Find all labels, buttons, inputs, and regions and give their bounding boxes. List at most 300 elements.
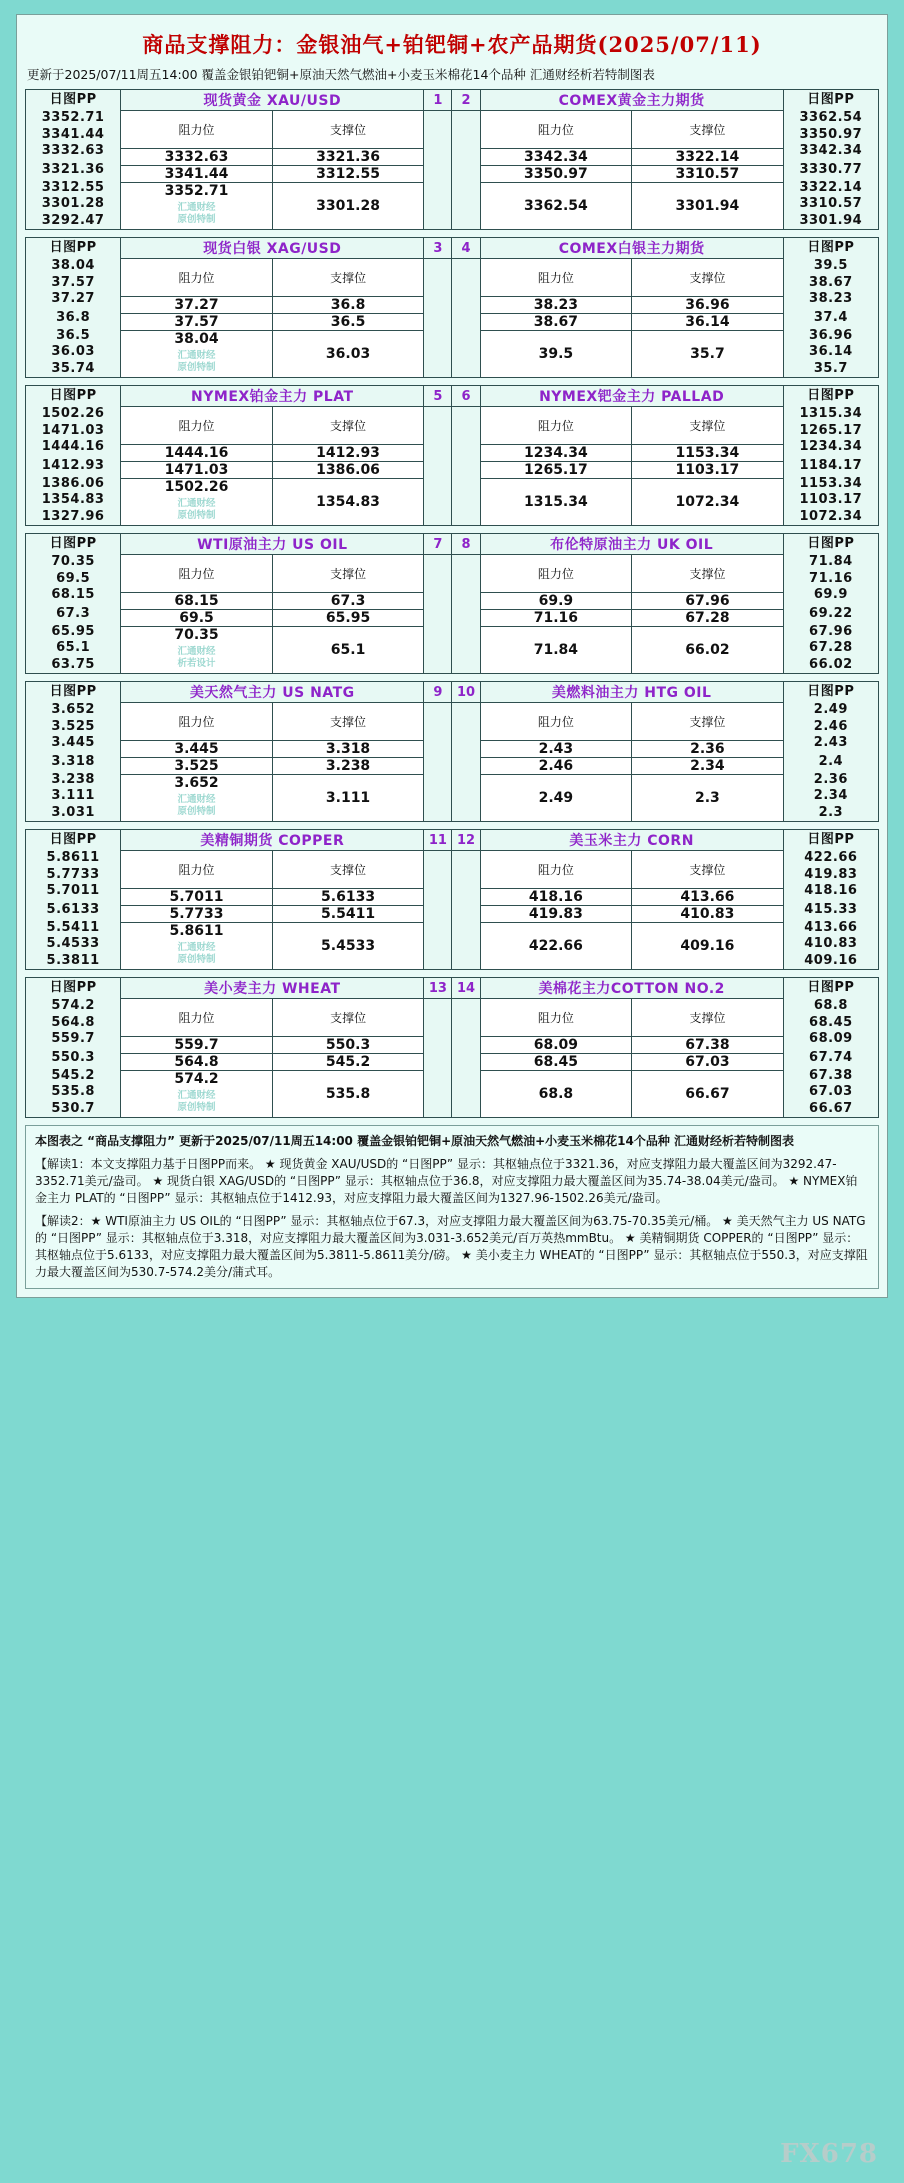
left-pp-level: 5.7011 [46, 883, 100, 898]
left-pp-level: 1444.16 [41, 439, 105, 454]
watermark-fx678: FX678 [780, 2139, 878, 2169]
right-support-value: 36.14 [632, 314, 784, 331]
mid-spacer-right [452, 259, 480, 378]
watermark-text: 汇通财经 原创特制 [121, 347, 272, 377]
right-resistance-value: 68.8 [480, 1071, 632, 1118]
right-pp-level: 2.3 [818, 804, 844, 820]
right-support-value: 1103.17 [632, 462, 784, 479]
left-pp-level: 1354.83 [41, 492, 105, 507]
right-pp-level: 36.14 [809, 344, 853, 359]
left-resistance-value: 574.2 汇通财经 原创特制 [121, 1071, 273, 1118]
right-pp-level: 67.38 [809, 1067, 853, 1083]
block-number-left: 5 [424, 386, 452, 407]
left-resistance-value: 1471.03 [121, 462, 273, 479]
block-number-right: 6 [452, 386, 480, 407]
right-pp-level: 3310.57 [799, 196, 863, 211]
left-support-header: 支撑位 [272, 555, 424, 593]
block-number-right: 12 [452, 830, 480, 851]
right-pp-level: 3322.14 [799, 179, 863, 195]
right-resistance-value: 71.16 [480, 610, 632, 627]
right-pp-level: 38.23 [809, 291, 853, 306]
left-resistance-value: 564.8 [121, 1054, 273, 1071]
mid-spacer-left [424, 999, 452, 1118]
left-pp-level: 3352.71 [41, 110, 105, 125]
left-instrument-name: 美精铜期货 COPPER [121, 830, 424, 851]
left-pp-level: 1386.06 [41, 475, 105, 491]
left-pp-level: 5.6133 [46, 901, 100, 917]
mid-spacer-left [424, 407, 452, 526]
right-pp-level: 68.09 [809, 1031, 853, 1046]
right-support-value: 67.96 [632, 593, 784, 610]
left-pp-level: 1502.26 [41, 406, 105, 421]
left-pp-level: 3292.47 [41, 212, 105, 228]
right-resistance-value: 69.9 [480, 593, 632, 610]
right-pp-header: 日图PP [807, 92, 855, 107]
right-pp-level: 39.5 [813, 258, 848, 273]
left-resistance-header: 阻力位 [121, 851, 273, 889]
right-pp-level: 2.36 [813, 771, 848, 787]
left-resistance-value: 1444.16 [121, 445, 273, 462]
left-resistance-value: 38.04 汇通财经 原创特制 [121, 331, 273, 378]
left-resistance-value: 5.8611 汇通财经 原创特制 [121, 923, 273, 970]
left-resistance-value: 3352.71 汇通财经 原创特制 [121, 183, 273, 230]
right-pp-level: 2.46 [813, 718, 848, 734]
instrument-block [25, 89, 879, 230]
left-pp-column [26, 90, 121, 230]
right-support-value: 1072.34 [632, 479, 784, 526]
instrument-block [25, 385, 879, 526]
right-pp-column [783, 534, 878, 674]
left-support-header: 支撑位 [272, 259, 424, 297]
left-pp-level: 5.5411 [46, 919, 100, 935]
right-pp-level: 1072.34 [799, 508, 863, 524]
left-support-value: 3.318 [272, 741, 424, 758]
left-pp-level: 68.15 [51, 587, 95, 602]
left-pp-level: 1327.96 [41, 508, 105, 524]
left-pp-level: 63.75 [51, 656, 95, 672]
right-support-header: 支撑位 [632, 259, 784, 297]
right-resistance-value: 2.49 [480, 775, 632, 822]
block-number-left: 7 [424, 534, 452, 555]
left-pp-level: 3341.44 [41, 126, 105, 142]
right-support-header: 支撑位 [632, 999, 784, 1037]
block-number-left: 3 [424, 238, 452, 259]
left-pp-level: 3312.55 [41, 179, 105, 195]
right-pp-level: 68.8 [813, 998, 848, 1013]
right-pp-level: 35.7 [813, 360, 848, 376]
instrument-block [25, 681, 879, 822]
right-pp-header: 日图PP [807, 536, 855, 551]
right-instrument-name: NYMEX钯金主力 PALLAD [480, 386, 783, 407]
block-number-left: 9 [424, 682, 452, 703]
left-pp-level: 1471.03 [41, 422, 105, 438]
left-pp-level: 550.3 [51, 1049, 95, 1065]
right-pp-level: 2.43 [813, 735, 848, 750]
mid-spacer-left [424, 851, 452, 970]
right-resistance-header: 阻力位 [480, 111, 632, 149]
right-resistance-header: 阻力位 [480, 999, 632, 1037]
right-resistance-value: 3362.54 [480, 183, 632, 230]
left-instrument-name: WTI原油主力 US OIL [121, 534, 424, 555]
page-subtitle: 更新于2025/07/11周五14:00 覆盖金银铂钯铜+原油天然气燃油+小麦玉米棉花14个品种 汇通财经析若特制图表 [27, 67, 655, 82]
right-pp-level: 71.84 [809, 554, 853, 569]
right-support-value: 2.3 [632, 775, 784, 822]
left-resistance-value: 1502.26 汇通财经 原创特制 [121, 479, 273, 526]
right-support-value: 413.66 [632, 889, 784, 906]
right-pp-level: 422.66 [804, 850, 858, 865]
left-instrument-name: 现货白银 XAG/USD [121, 238, 424, 259]
footer-note-1: 【解读1：本文支撑阻力基于日图PP而来。 ★ 现货黄金 XAU/USD的 “日图PP” 显示：其枢轴点位于3321.36，对应支撑阻力最大覆盖区间为3292.47-3352.71美元/盎司。 ★ 现货白银 XAG/USD的 “日图PP” 显示：其枢轴点位于36.8，对应支撑阻力最大覆盖区间为35.74-38.04美元/盎司。 ★ NYMEX铂金主力 PLAT的 “日图PP” 显示：其枢轴点位于1412.93，对应支撑阻力最大覆盖区间为1327.96-1502.26美元/盎司。 [35, 1157, 858, 1205]
right-pp-header: 日图PP [807, 240, 855, 255]
left-pp-level: 5.4533 [46, 936, 100, 951]
left-resistance-value: 70.35 汇通财经 析若设计 [121, 627, 273, 674]
right-pp-header: 日图PP [807, 684, 855, 699]
right-support-value: 67.38 [632, 1037, 784, 1054]
right-pp-column [783, 90, 878, 230]
left-pp-column [26, 238, 121, 378]
left-resistance-value: 3341.44 [121, 166, 273, 183]
left-pp-level: 574.2 [51, 998, 95, 1013]
instrument-block [25, 977, 879, 1118]
mid-spacer-right [452, 555, 480, 674]
left-resistance-value: 37.27 [121, 297, 273, 314]
mid-spacer-left [424, 111, 452, 230]
right-instrument-name: 美玉米主力 CORN [480, 830, 783, 851]
left-pp-header: 日图PP [49, 388, 97, 403]
right-pp-level: 1103.17 [799, 492, 863, 507]
right-pp-level: 3301.94 [799, 212, 863, 228]
right-pp-header: 日图PP [807, 832, 855, 847]
left-support-value: 5.5411 [272, 906, 424, 923]
watermark-text: 汇通财经 原创特制 [121, 199, 272, 229]
left-pp-header: 日图PP [49, 684, 97, 699]
right-pp-level: 3342.34 [799, 143, 863, 158]
right-resistance-value: 422.66 [480, 923, 632, 970]
right-instrument-name: 美燃料油主力 HTG OIL [480, 682, 783, 703]
left-resistance-value: 5.7011 [121, 889, 273, 906]
right-resistance-value: 3350.97 [480, 166, 632, 183]
block-number-left: 11 [424, 830, 452, 851]
block-number-left: 13 [424, 978, 452, 999]
left-pp-level: 3.525 [51, 718, 95, 734]
left-pp-level: 3.318 [51, 753, 95, 769]
right-instrument-name: 美棉花主力COTTON NO.2 [480, 978, 783, 999]
right-instrument-name: COMEX黄金主力期货 [480, 90, 783, 111]
left-pp-column [26, 978, 121, 1118]
mid-spacer-left [424, 259, 452, 378]
right-resistance-value: 2.43 [480, 741, 632, 758]
left-pp-level: 70.35 [51, 554, 95, 569]
left-pp-header: 日图PP [49, 536, 97, 551]
right-pp-level: 37.4 [813, 309, 848, 325]
mid-spacer-right [452, 407, 480, 526]
block-number-right: 14 [452, 978, 480, 999]
watermark-text: 汇通财经 原创特制 [121, 1087, 272, 1117]
right-support-value: 409.16 [632, 923, 784, 970]
left-pp-column [26, 386, 121, 526]
left-support-header: 支撑位 [272, 703, 424, 741]
right-pp-level: 67.28 [809, 640, 853, 655]
left-pp-level: 3.031 [51, 804, 95, 820]
right-resistance-value: 1315.34 [480, 479, 632, 526]
footer-note-2: 【解读2：★ WTI原油主力 US OIL的 “日图PP” 显示：其枢轴点位于67.3，对应支撑阻力最大覆盖区间为63.75-70.35美元/桶。 ★ 美天然气主力 US NATG的 “日图PP” 显示：其枢轴点位于3.318，对应支撑阻力最大覆盖区间为3.031-3.652美元/百万英热mmBtu。 ★ 美精铜期货 COPPER的 “日图PP” 显示：其枢轴点位于5.6133，对应支撑阻力最大覆盖区间为5.3811-5.8611美分/磅。 ★ 美小麦主力 WHEAT的 “日图PP” 显示：其枢轴点位于550.3，对应支撑阻力最大覆盖区间为530.7-574.2美分/蒲式耳。 [35, 1214, 868, 1279]
page-title: 商品支撑阻力：金银油气+铂钯铜+农产品期货(2025/07/11) [142, 32, 762, 57]
right-pp-column [783, 682, 878, 822]
right-resistance-value: 38.67 [480, 314, 632, 331]
right-pp-level: 2.49 [813, 702, 848, 717]
right-resistance-header: 阻力位 [480, 259, 632, 297]
left-pp-level: 36.03 [51, 344, 95, 359]
left-instrument-name: 现货黄金 XAU/USD [121, 90, 424, 111]
left-pp-level: 67.3 [56, 605, 91, 621]
right-pp-column [783, 978, 878, 1118]
left-support-value: 36.8 [272, 297, 424, 314]
left-support-value: 1354.83 [272, 479, 424, 526]
right-pp-level: 36.96 [809, 327, 853, 343]
right-support-value: 35.7 [632, 331, 784, 378]
left-resistance-header: 阻力位 [121, 407, 273, 445]
right-resistance-value: 71.84 [480, 627, 632, 674]
left-support-header: 支撑位 [272, 407, 424, 445]
right-pp-level: 68.45 [809, 1014, 853, 1030]
left-pp-level: 3.238 [51, 771, 95, 787]
left-pp-level: 530.7 [51, 1100, 95, 1116]
left-pp-header: 日图PP [49, 92, 97, 107]
right-resistance-value: 3342.34 [480, 149, 632, 166]
right-pp-level: 69.22 [809, 605, 853, 621]
right-pp-level: 1234.34 [799, 439, 863, 454]
left-pp-level: 545.2 [51, 1067, 95, 1083]
right-support-value: 410.83 [632, 906, 784, 923]
left-pp-level: 3.445 [51, 735, 95, 750]
left-pp-level: 559.7 [51, 1031, 95, 1046]
left-pp-level: 3.652 [51, 702, 95, 717]
left-pp-level: 3301.28 [41, 196, 105, 211]
right-support-value: 2.36 [632, 741, 784, 758]
right-support-header: 支撑位 [632, 851, 784, 889]
right-resistance-value: 68.45 [480, 1054, 632, 1071]
left-pp-level: 3321.36 [41, 161, 105, 177]
left-pp-level: 1412.93 [41, 457, 105, 473]
report-sheet [16, 14, 888, 1298]
right-pp-column [783, 238, 878, 378]
right-instrument-name: COMEX白银主力期货 [480, 238, 783, 259]
left-support-value: 5.6133 [272, 889, 424, 906]
watermark-text: 汇通财经 原创特制 [121, 791, 272, 821]
left-pp-header: 日图PP [49, 980, 97, 995]
left-pp-column [26, 534, 121, 674]
right-pp-level: 3350.97 [799, 126, 863, 142]
left-pp-level: 3332.63 [41, 143, 105, 158]
right-pp-level: 1265.17 [799, 422, 863, 438]
right-pp-level: 409.16 [804, 952, 858, 968]
left-support-value: 3.238 [272, 758, 424, 775]
block-number-right: 8 [452, 534, 480, 555]
block-number-right: 10 [452, 682, 480, 703]
instrument-block [25, 829, 879, 970]
right-resistance-value: 1265.17 [480, 462, 632, 479]
right-pp-level: 418.16 [804, 883, 858, 898]
left-support-value: 67.3 [272, 593, 424, 610]
right-pp-column [783, 830, 878, 970]
right-resistance-header: 阻力位 [480, 555, 632, 593]
right-resistance-header: 阻力位 [480, 703, 632, 741]
left-support-value: 1412.93 [272, 445, 424, 462]
right-pp-level: 419.83 [804, 866, 858, 882]
watermark-text: 汇通财经 原创特制 [121, 495, 272, 525]
right-resistance-header: 阻力位 [480, 407, 632, 445]
right-resistance-value: 38.23 [480, 297, 632, 314]
right-support-value: 3301.94 [632, 183, 784, 230]
mid-spacer-right [452, 111, 480, 230]
right-support-header: 支撑位 [632, 407, 784, 445]
left-resistance-value: 3332.63 [121, 149, 273, 166]
mid-spacer-right [452, 703, 480, 822]
left-support-value: 36.5 [272, 314, 424, 331]
mid-spacer-right [452, 851, 480, 970]
left-resistance-value: 37.57 [121, 314, 273, 331]
right-pp-level: 1315.34 [799, 406, 863, 421]
right-pp-level: 2.4 [818, 753, 844, 769]
right-pp-level: 2.34 [813, 788, 848, 803]
right-pp-header: 日图PP [807, 980, 855, 995]
right-support-value: 3310.57 [632, 166, 784, 183]
left-pp-header: 日图PP [49, 832, 97, 847]
right-support-header: 支撑位 [632, 703, 784, 741]
left-resistance-value: 3.445 [121, 741, 273, 758]
right-pp-level: 3330.77 [799, 161, 863, 177]
right-pp-level: 1184.17 [799, 457, 863, 473]
left-pp-level: 36.8 [56, 309, 91, 325]
left-support-value: 535.8 [272, 1071, 424, 1118]
left-pp-level: 5.7733 [46, 866, 100, 882]
left-support-value: 36.03 [272, 331, 424, 378]
right-resistance-value: 419.83 [480, 906, 632, 923]
left-pp-column [26, 830, 121, 970]
left-support-value: 1386.06 [272, 462, 424, 479]
right-pp-level: 71.16 [809, 570, 853, 586]
left-pp-level: 38.04 [51, 258, 95, 273]
left-support-value: 3312.55 [272, 166, 424, 183]
left-pp-column [26, 682, 121, 822]
right-resistance-value: 2.46 [480, 758, 632, 775]
left-instrument-name: 美小麦主力 WHEAT [121, 978, 424, 999]
right-pp-level: 67.96 [809, 623, 853, 639]
right-pp-level: 3362.54 [799, 110, 863, 125]
left-resistance-header: 阻力位 [121, 555, 273, 593]
left-resistance-header: 阻力位 [121, 259, 273, 297]
left-resistance-value: 3.525 [121, 758, 273, 775]
left-pp-level: 5.3811 [46, 952, 100, 968]
left-pp-level: 69.5 [56, 570, 91, 586]
right-pp-header: 日图PP [807, 388, 855, 403]
left-resistance-header: 阻力位 [121, 111, 273, 149]
left-support-value: 545.2 [272, 1054, 424, 1071]
right-pp-level: 415.33 [804, 901, 858, 917]
footer-summary: 本图表之 “商品支撑阻力” 更新于2025/07/11周五14:00 覆盖金银铂钯铜+原油天然气燃油+小麦玉米棉花14个品种 汇通财经析若特制图表 [35, 1134, 795, 1148]
right-pp-column [783, 386, 878, 526]
right-pp-level: 69.9 [813, 587, 848, 602]
right-pp-level: 67.03 [809, 1084, 853, 1099]
left-support-header: 支撑位 [272, 111, 424, 149]
instrument-block [25, 237, 879, 378]
right-resistance-value: 418.16 [480, 889, 632, 906]
right-support-value: 66.67 [632, 1071, 784, 1118]
watermark-text: 汇通财经 析若设计 [121, 643, 272, 673]
left-pp-header: 日图PP [49, 240, 97, 255]
left-pp-level: 3.111 [51, 788, 95, 803]
left-resistance-value: 68.15 [121, 593, 273, 610]
right-pp-level: 67.74 [809, 1049, 853, 1065]
mid-spacer-left [424, 703, 452, 822]
left-resistance-value: 3.652 汇通财经 原创特制 [121, 775, 273, 822]
footer-notes [25, 1125, 879, 1289]
right-resistance-value: 68.09 [480, 1037, 632, 1054]
left-instrument-name: 美天然气主力 US NATG [121, 682, 424, 703]
left-support-value: 65.1 [272, 627, 424, 674]
block-number-right: 2 [452, 90, 480, 111]
left-pp-level: 37.27 [51, 291, 95, 306]
watermark-text: 汇通财经 原创特制 [121, 939, 272, 969]
right-support-value: 67.28 [632, 610, 784, 627]
right-pp-level: 1153.34 [799, 475, 863, 491]
left-resistance-header: 阻力位 [121, 999, 273, 1037]
left-support-value: 550.3 [272, 1037, 424, 1054]
left-resistance-header: 阻力位 [121, 703, 273, 741]
mid-spacer-left [424, 555, 452, 674]
right-resistance-header: 阻力位 [480, 851, 632, 889]
right-support-header: 支撑位 [632, 111, 784, 149]
right-resistance-value: 39.5 [480, 331, 632, 378]
left-resistance-value: 69.5 [121, 610, 273, 627]
left-pp-level: 5.8611 [46, 850, 100, 865]
left-support-header: 支撑位 [272, 851, 424, 889]
left-instrument-name: NYMEX铂金主力 PLAT [121, 386, 424, 407]
right-resistance-value: 1234.34 [480, 445, 632, 462]
blocks-container [25, 89, 879, 1118]
right-support-value: 67.03 [632, 1054, 784, 1071]
right-pp-level: 410.83 [804, 936, 858, 951]
left-resistance-value: 559.7 [121, 1037, 273, 1054]
right-support-value: 3322.14 [632, 149, 784, 166]
left-pp-level: 36.5 [56, 327, 91, 343]
right-support-header: 支撑位 [632, 555, 784, 593]
right-instrument-name: 布伦特原油主力 UK OIL [480, 534, 783, 555]
block-number-right: 4 [452, 238, 480, 259]
left-support-value: 3.111 [272, 775, 424, 822]
block-number-left: 1 [424, 90, 452, 111]
left-pp-level: 564.8 [51, 1014, 95, 1030]
left-pp-level: 35.74 [51, 360, 95, 376]
right-pp-level: 66.67 [809, 1100, 853, 1116]
left-support-header: 支撑位 [272, 999, 424, 1037]
left-support-value: 3301.28 [272, 183, 424, 230]
right-pp-level: 413.66 [804, 919, 858, 935]
right-support-value: 1153.34 [632, 445, 784, 462]
right-pp-level: 38.67 [809, 274, 853, 290]
left-support-value: 3321.36 [272, 149, 424, 166]
right-support-value: 66.02 [632, 627, 784, 674]
left-support-value: 5.4533 [272, 923, 424, 970]
left-support-value: 65.95 [272, 610, 424, 627]
left-resistance-value: 5.7733 [121, 906, 273, 923]
left-pp-level: 37.57 [51, 274, 95, 290]
left-pp-level: 65.1 [56, 640, 91, 655]
mid-spacer-right [452, 999, 480, 1118]
instrument-block [25, 533, 879, 674]
left-pp-level: 65.95 [51, 623, 95, 639]
right-support-value: 2.34 [632, 758, 784, 775]
